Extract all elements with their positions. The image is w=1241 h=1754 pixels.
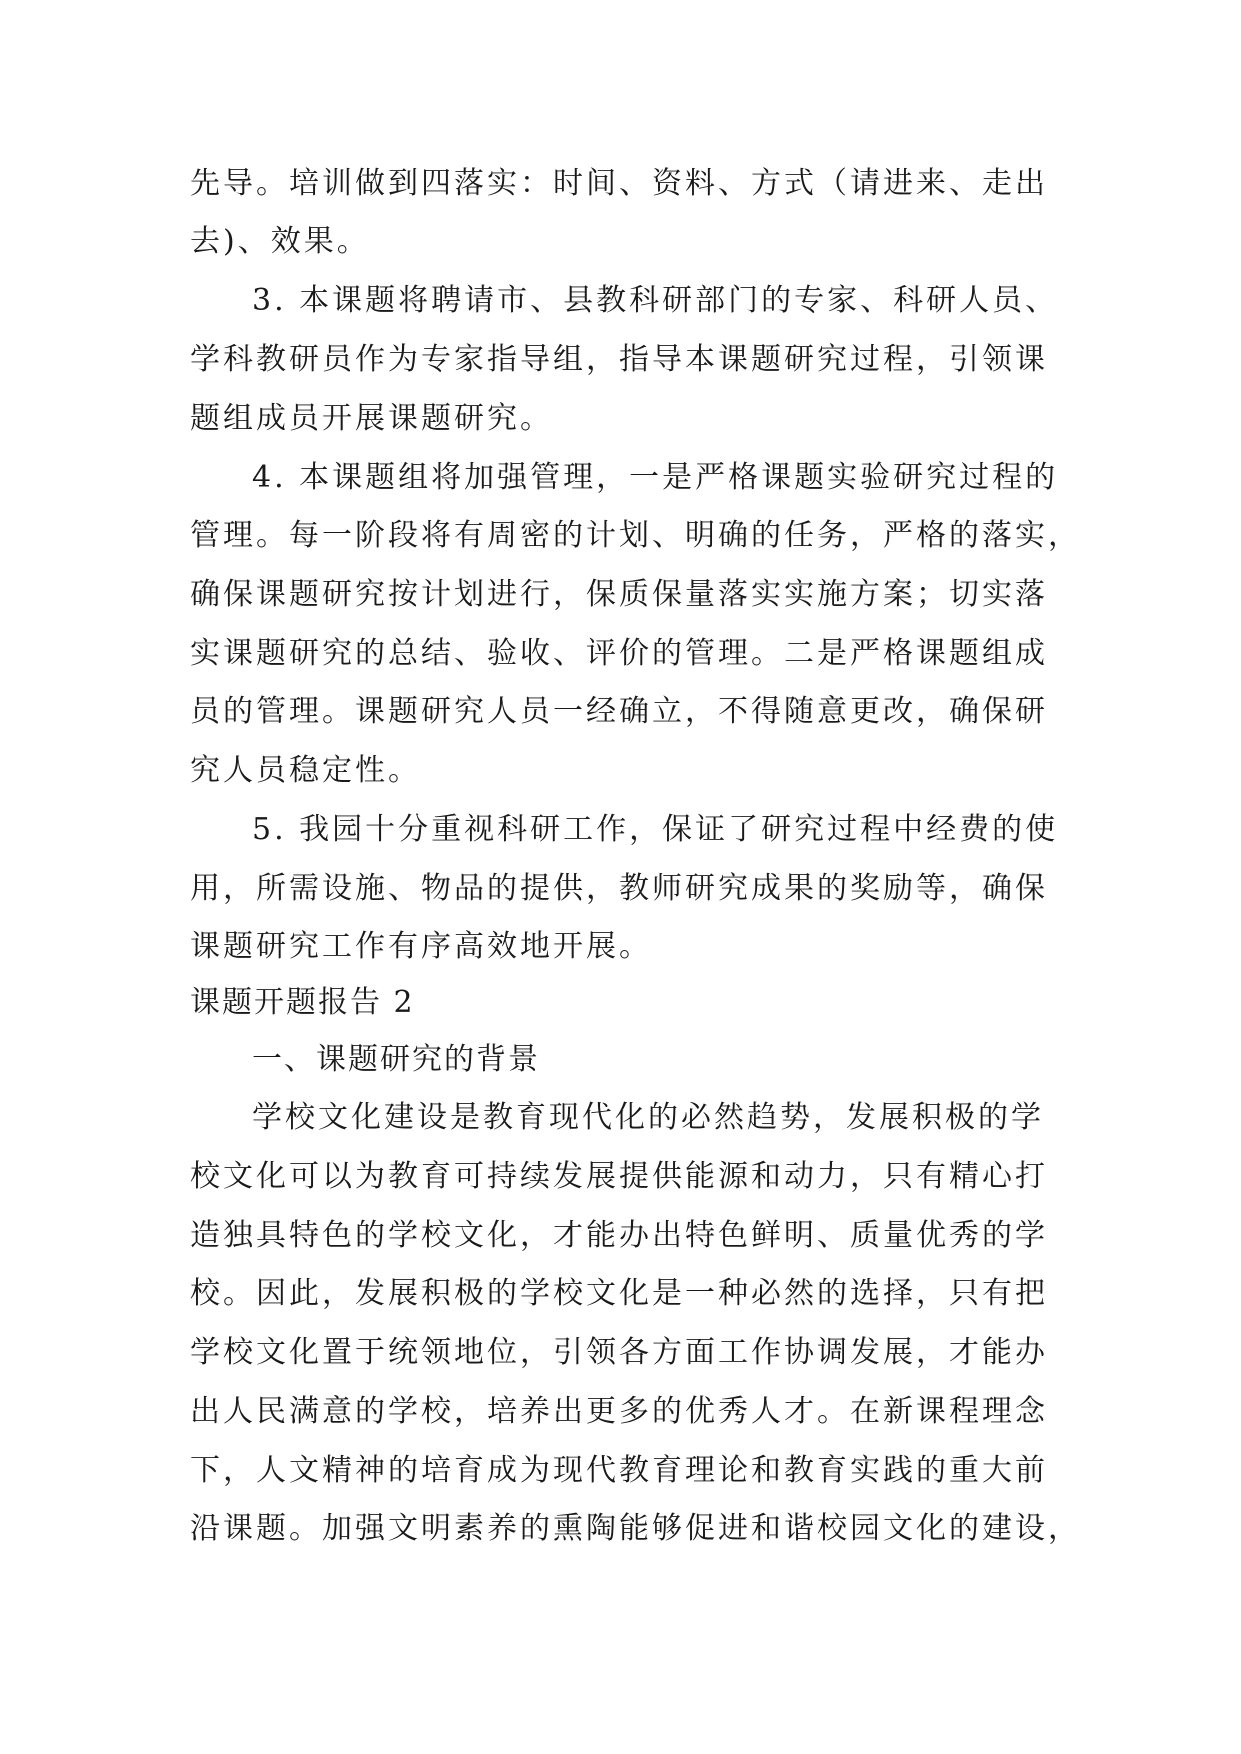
paragraph-line: 出人民满意的学校，培养出更多的优秀人才。在新课程理念 [190,1394,1048,1429]
numbered-item-5: 5. 我园十分重视科研工作，保证了研究过程中经费的使 [252,812,1059,847]
paragraph-line: 造独具特色的学校文化，才能办出特色鲜明、质量优秀的学 [190,1218,1048,1253]
paragraph-line: 沿课题。加强文明素养的熏陶能够促进和谐校园文化的建设， [190,1511,1081,1546]
paragraph-line: 用，所需设施、物品的提供，教师研究成果的奖励等，确保 [190,871,1048,906]
paragraph-line: 实课题研究的总结、验收、评价的管理。二是严格课题组成 [190,636,1048,671]
paragraph-line: 先导。培训做到四落实：时间、资料、方式（请进来、走出 [190,166,1048,201]
paragraph-line: 员的管理。课题研究人员一经确立，不得随意更改，确保研 [190,694,1048,729]
paragraph-line: 去)、效果。 [190,224,370,259]
paragraph-line: 确保课题研究按计划进行，保质保量落实实施方案；切实落 [190,577,1048,612]
section-title: 课题开题报告 2 [190,985,415,1020]
paragraph-line: 学校文化置于统领地位，引领各方面工作协调发展，才能办 [190,1335,1048,1370]
paragraph-line: 下，人文精神的培育成为现代教育理论和教育实践的重大前 [190,1453,1048,1488]
numbered-item-4: 4. 本课题组将加强管理，一是严格课题实验研究过程的 [252,460,1059,495]
paragraph-line: 校。因此，发展积极的学校文化是一种必然的选择，只有把 [190,1276,1048,1311]
paragraph-line: 究人员稳定性。 [190,753,421,788]
paragraph-line: 管理。每一阶段将有周密的计划、明确的任务，严格的落实， [190,518,1081,553]
paragraph-line: 课题研究工作有序高效地开展。 [190,929,652,964]
paragraph-line: 学校文化建设是教育现代化的必然趋势，发展积极的学 [252,1100,1044,1135]
numbered-item-3: 3. 本课题将聘请市、县教科研部门的专家、科研人员、 [252,283,1059,318]
paragraph-line: 题组成员开展课题研究。 [190,401,553,436]
paragraph-line: 学科教研员作为专家指导组，指导本课题研究过程，引领课 [190,342,1048,377]
section-heading: 一、课题研究的背景 [252,1042,540,1077]
paragraph-line: 校文化可以为教育可持续发展提供能源和动力，只有精心打 [190,1159,1048,1194]
